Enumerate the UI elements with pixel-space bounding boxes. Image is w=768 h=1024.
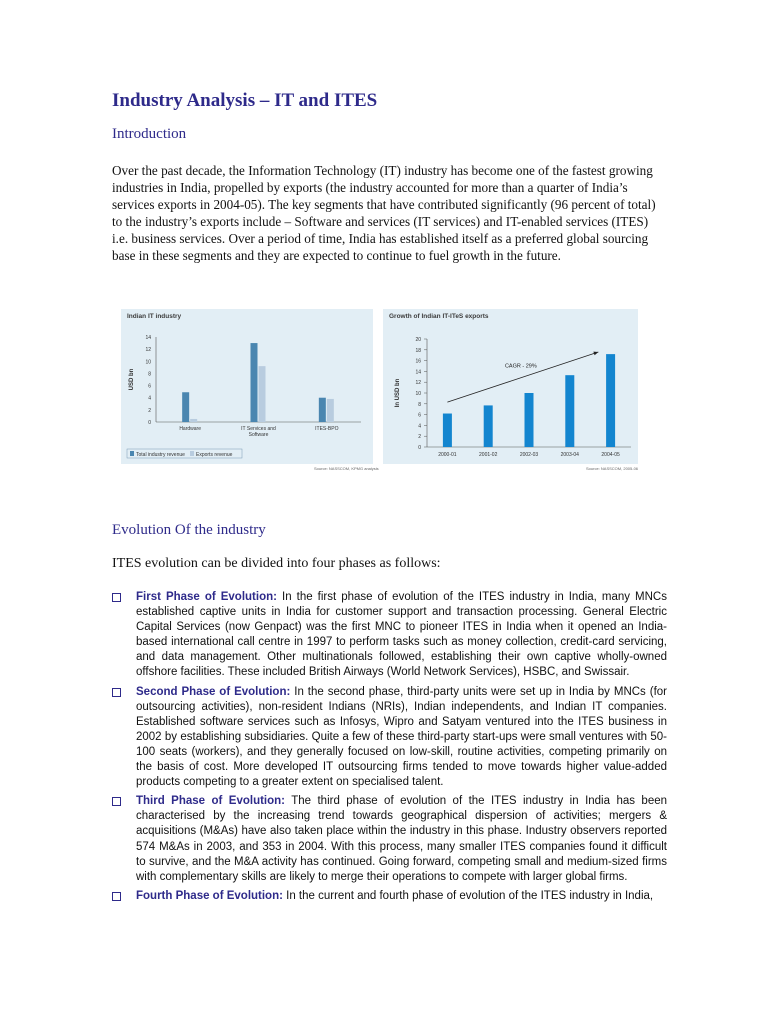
bar — [190, 419, 197, 422]
y-tick-label: 8 — [418, 401, 421, 408]
bar — [443, 414, 452, 447]
y-tick-label: 2 — [148, 407, 151, 414]
x-tick-label: 2004-05 — [601, 452, 620, 458]
checkbox-bullet-icon — [112, 593, 121, 602]
chart-source: Source: NASSCOM, 2005-06 — [586, 466, 639, 471]
x-tick-label: 2002-03 — [519, 452, 539, 458]
y-tick-label: 12 — [415, 380, 421, 387]
bar — [319, 398, 326, 422]
introduction-heading: Introduction — [112, 126, 187, 142]
list-item — [112, 889, 667, 904]
x-tick-label: Software — [248, 432, 269, 438]
x-tick-label: ITES-BPO — [315, 426, 339, 432]
legend-label: Total industry revenue — [136, 452, 185, 458]
bar — [525, 393, 534, 447]
phase-title: Second Phase of Evolution: — [136, 685, 291, 698]
chart-plot — [121, 309, 373, 464]
y-tick-label: 2 — [418, 434, 421, 441]
x-tick-label: IT Services and — [241, 426, 276, 432]
y-tick-label: 14 — [415, 369, 421, 376]
legend-swatch — [190, 451, 194, 456]
bar — [182, 392, 189, 422]
y-tick-label: 0 — [148, 420, 151, 426]
ites-exports-growth-chart — [383, 309, 638, 464]
y-tick-label: 18 — [415, 347, 421, 354]
y-tick-label: 8 — [148, 371, 151, 378]
cagr-annotation: CAGR - 29% — [504, 363, 537, 370]
bar — [565, 375, 574, 447]
list-item — [112, 685, 667, 791]
phase-title: Fourth Phase of Evolution: — [136, 889, 283, 902]
chart-plot — [383, 309, 638, 464]
phase-list — [112, 590, 667, 908]
evolution-lead: ITES evolution can be divided into four phases as follows: — [112, 556, 441, 571]
legend-label: Exports revenue — [196, 452, 233, 458]
y-axis-label: In USD bn — [395, 378, 401, 408]
indian-it-industry-chart — [121, 309, 373, 464]
cagr-arrow — [447, 352, 598, 402]
bar — [484, 405, 493, 447]
x-tick-label: 2003-04 — [560, 452, 579, 458]
chart-title: Indian IT industry — [127, 313, 182, 320]
chart-source: Source: NASSCOM, KPMG analysis — [314, 466, 379, 471]
phase-title: First Phase of Evolution: — [136, 591, 277, 603]
y-axis-label: USD bn — [129, 368, 135, 391]
bar — [251, 343, 258, 422]
bar — [327, 399, 334, 422]
y-tick-label: 6 — [418, 412, 421, 419]
y-tick-label: 10 — [145, 359, 151, 366]
y-tick-label: 14 — [145, 335, 151, 341]
bar — [606, 354, 615, 447]
checkbox-bullet-icon — [112, 892, 121, 901]
evolution-heading: Evolution Of the industry — [112, 522, 266, 538]
checkbox-bullet-icon — [112, 797, 121, 806]
list-item — [112, 590, 667, 681]
bar — [259, 366, 266, 422]
phase-title: Third Phase of Evolution: — [136, 795, 285, 808]
phase-text: The third phase of evolution of the ITES industry in India has been characterised by the increasing trend towards geographical dispersion of activities; mergers & acquisitions (M&As) have also taken place within the industry in this phase. Industry observers reported 574 M&As in 2003, and 353 in 2004. With this process, many smaller ITES companies found it difficult to survive, and the M&A activity has continued. Going forward, competing small and medium-sized firms with complementary skills are likely to merge their operations to compete with larger global firms. — [136, 795, 668, 883]
x-tick-label: 2001-02 — [479, 452, 498, 458]
checkbox-bullet-icon — [112, 688, 121, 697]
page-title: Industry Analysis – IT and ITES — [112, 90, 378, 111]
phase-text: In the first phase of evolution of the ITES industry in India, many MNCs established captive units in India for customer support and transaction processing. General Electric Capital Services (now Genpact) was the first MNC to pioneer ITES in India when it opened an India-based international call centre in 1997 to perform tasks such as money collection, credit-card servicing, and data management. Other multinationals followed, establishing their own captive wholly-owned offshore facilities. These included British Airways (World Network Services), HSBC, and Swissair. — [136, 591, 667, 679]
y-tick-label: 4 — [148, 395, 151, 402]
y-tick-label: 16 — [415, 358, 421, 365]
y-tick-label: 10 — [415, 391, 421, 397]
y-tick-label: 4 — [418, 423, 421, 430]
legend-swatch — [130, 451, 134, 456]
introduction-paragraph: Over the past decade, the Information Technology (IT) industry has become one of the fastest growing industries in India, propelled by exports (the industry accounted for more than a quarter of India’s services exports in 2004-05). The key segments that have contributed significantly (96 percent of total) to the industry’s exports include – Software and services (IT services) and IT-enabled services (ITES) i.e. business services. Over a period of time, India has established itself as a preferred global sourcing base in these segments and they are expected to continue to fuel growth in the future. — [112, 163, 656, 263]
chart-title: Growth of Indian IT-ITeS exports — [389, 313, 489, 320]
y-tick-label: 6 — [148, 383, 151, 390]
arrowhead-icon — [593, 352, 598, 356]
y-tick-label: 12 — [145, 347, 151, 354]
y-tick-label: 20 — [415, 337, 421, 343]
x-tick-label: 2000-01 — [438, 452, 457, 458]
phase-text: In the second phase, third-party units were set up in India by MNCs (for outsourcing activities), non-resident Indians (NRIs), Indian independents, and Indian IT companies. Established software services such as Infosys, Wipro and Satyam ventured into the ITES business in 2002 by establishing subsidiaries. Quite a few of these third-party start-ups were small ventures with 50-100 seats (workers), and they generally focused on low-skill, routine activities, competing primarily on the basis of cost. More developed IT outsourcing firms tended to move towards higher value-added products competing to a greater extent on specialised talent. — [136, 685, 667, 789]
x-tick-label: Hardware — [179, 426, 202, 432]
list-item — [112, 794, 667, 885]
phase-text: In the current and fourth phase of evolution of the ITES industry in India, — [282, 889, 654, 902]
y-tick-label: 0 — [418, 445, 421, 451]
